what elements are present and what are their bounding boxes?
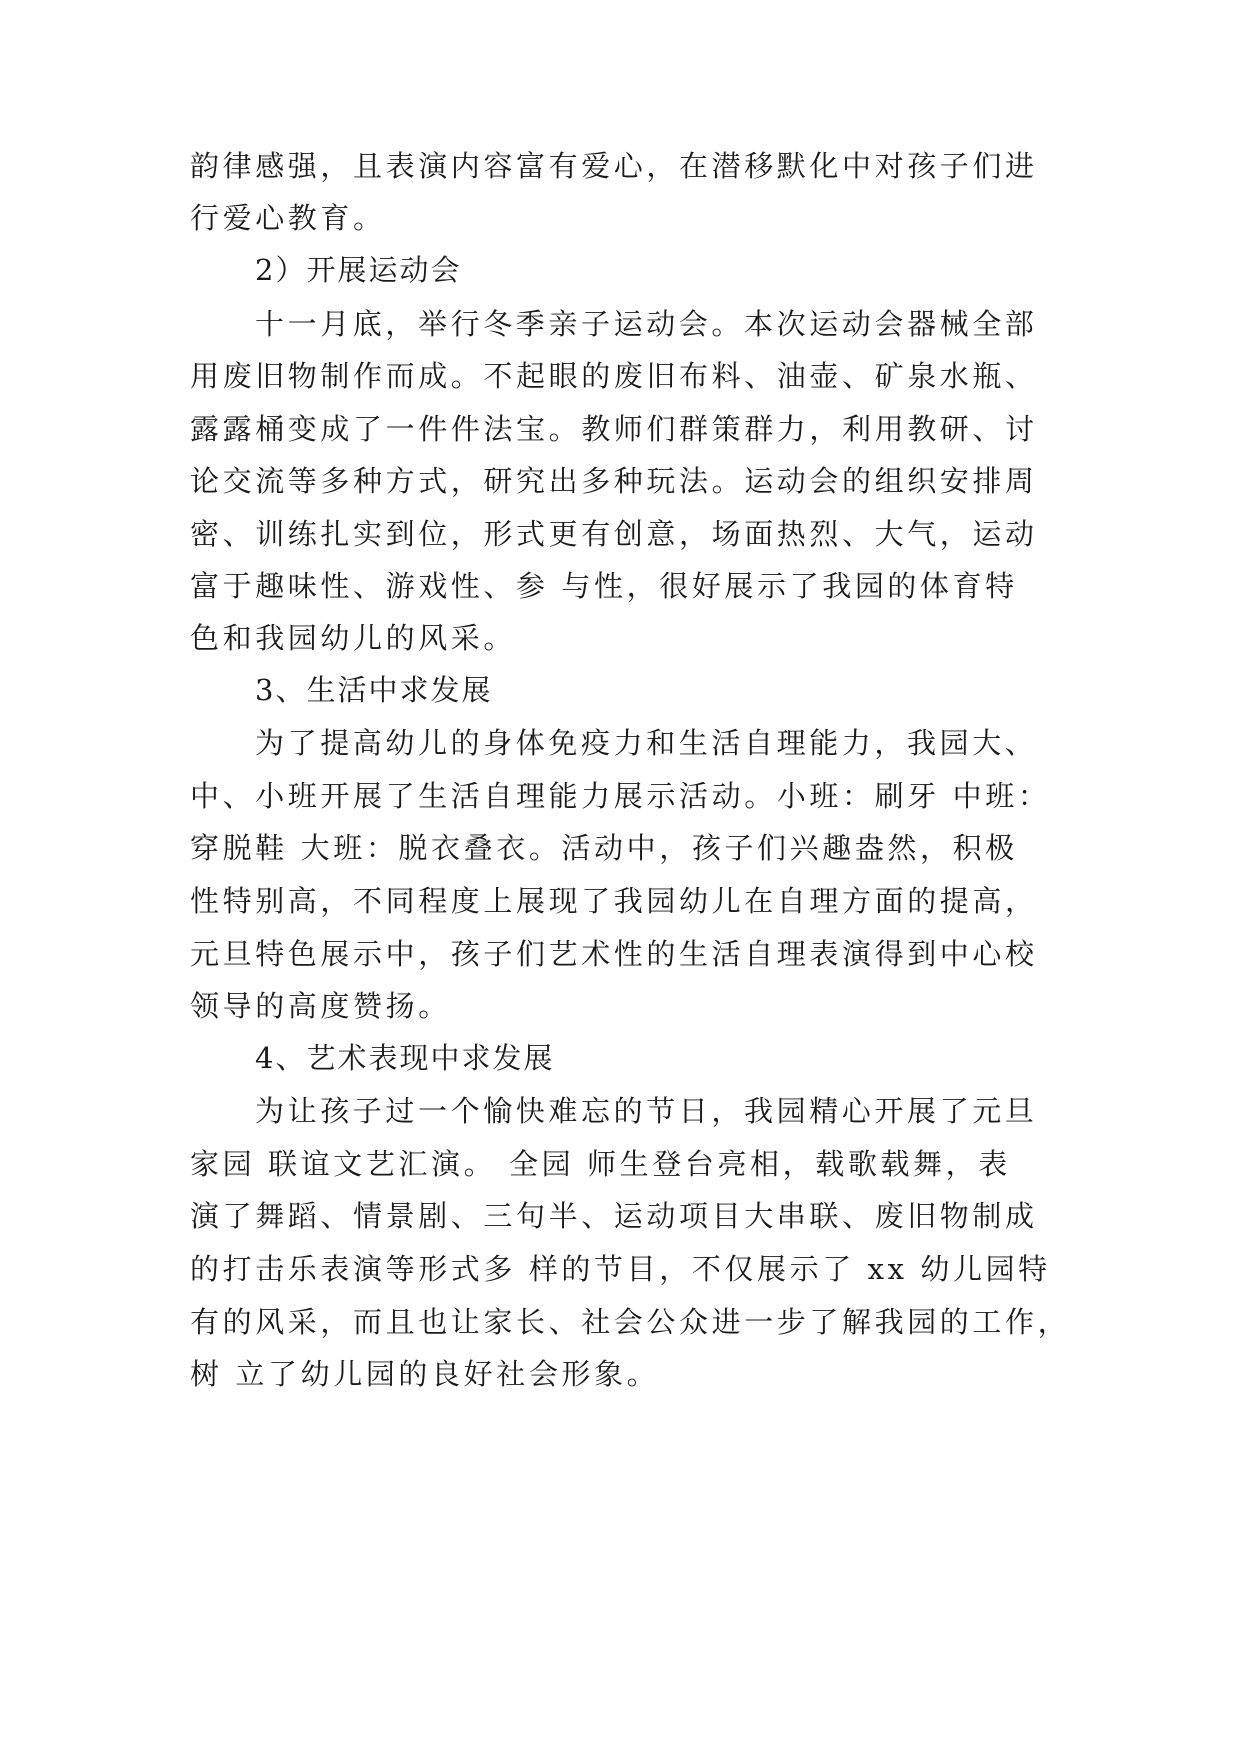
text-line: 韵律感强，且表演内容富有爱心，在潜移默化中对孩子们进 xyxy=(190,149,1038,183)
section-heading: 4、艺术表现中求发展 xyxy=(255,1041,555,1075)
text-line: 十一月底，举行冬季亲子运动会。本次运动会器械全部 xyxy=(255,307,1038,341)
text-line: 性特别高，不同程度上展现了我园幼儿在自理方面的提高， xyxy=(190,884,1038,918)
text-line: 穿脱鞋 大班：脱衣叠衣。活动中，孩子们兴趣盎然，积极 xyxy=(190,831,1018,865)
text-line: 行爱心教育。 xyxy=(190,201,386,235)
text-line: 为了提高幼儿的身体免疫力和生活自理能力，我园大、 xyxy=(255,726,1038,760)
text-line: 的打击乐表演等形式多 样的节目，不仅展示了 xx 幼儿园特 xyxy=(190,1252,1051,1286)
text-line: 论交流等多种方式，研究出多种玩法。运动会的组织安排周 xyxy=(190,464,1038,498)
text-line: 树 立了幼儿园的良好社会形象。 xyxy=(190,1357,660,1391)
text-line: 元旦特色展示中，孩子们艺术性的生活自理表演得到中心校 xyxy=(190,937,1038,971)
section-heading: 3、生活中求发展 xyxy=(255,673,493,707)
text-line: 家园 联谊文艺汇演。 全园 师生登台亮相，载歌载舞，表 xyxy=(190,1147,1011,1181)
text-line: 为让孩子过一个愉快难忘的节日，我园精心开展了元旦 xyxy=(255,1094,1038,1128)
text-line: 演了舞蹈、情景剧、三句半、运动项目大串联、废旧物制成 xyxy=(190,1199,1038,1233)
text-line: 用废旧物制作而成。不起眼的废旧布料、油壶、矿泉水瓶、 xyxy=(190,359,1038,393)
text-line: 中、小班开展了生活自理能力展示活动。小班：刷牙 中班： xyxy=(190,779,1051,813)
text-line: 有的风采，而且也让家长、社会公众进一步了解我园的工作， xyxy=(190,1305,1071,1339)
text-line: 领导的高度赞扬。 xyxy=(190,989,451,1023)
text-line: 密、训练扎实到位，形式更有创意，场面热烈、大气，运动 xyxy=(190,517,1038,551)
text-line: 富于趣味性、游戏性、参 与性，很好展示了我园的体育特 xyxy=(190,569,1018,603)
text-line: 色和我园幼儿的风采。 xyxy=(190,621,517,655)
text-line: 露露桶变成了一件件法宝。教师们群策群力，利用教研、讨 xyxy=(190,412,1038,446)
section-heading: 2）开展运动会 xyxy=(255,253,462,287)
